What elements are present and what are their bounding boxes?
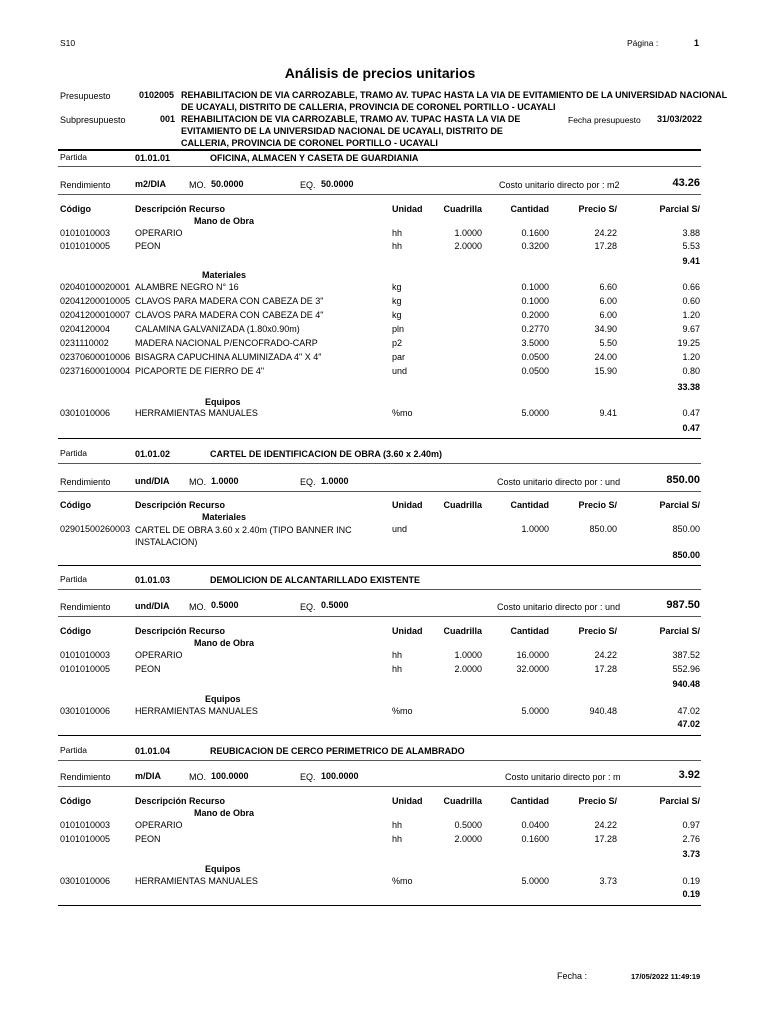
cell-parcial: 552.96 xyxy=(672,664,700,674)
partida-label: Partida xyxy=(60,448,87,458)
col-cuadrilla: Cuadrilla xyxy=(443,796,482,806)
cell-cantidad: 5.0000 xyxy=(521,408,549,418)
cell-precio: 17.28 xyxy=(594,241,617,251)
rendimiento-label: Rendimiento xyxy=(60,180,111,190)
cell-unidad: kg xyxy=(392,310,402,320)
table-row xyxy=(0,310,768,322)
partida-code: 01.01.02 xyxy=(135,449,171,459)
subpresupuesto-code: 001 xyxy=(160,114,176,124)
rendimiento-label: Rendimiento xyxy=(60,772,111,782)
col-codigo: Código xyxy=(60,796,91,806)
cell-precio: 24.22 xyxy=(594,820,617,830)
cell-codigo: 02040100020001 xyxy=(60,282,131,292)
group-equipos: Equipos xyxy=(205,397,241,407)
group-materiales: Materiales xyxy=(202,512,247,522)
subpresupuesto-desc-3: CALLERIA, PROVINCIA DE CORONEL PORTILLO - UCAYALI xyxy=(181,138,438,148)
cell-parcial: 0.19 xyxy=(682,876,700,886)
cell-cantidad: 0.1000 xyxy=(521,296,549,306)
cell-unidad: und xyxy=(392,524,408,534)
presupuesto-label: Presupuesto xyxy=(60,91,111,101)
subtotal-mano-obra: 9.41 xyxy=(682,256,700,266)
costo-value: 3.92 xyxy=(678,769,700,781)
cell-descripcion: MADERA NACIONAL P/ENCOFRADO-CARP xyxy=(135,338,318,348)
table-row xyxy=(0,352,768,364)
column-headers xyxy=(0,500,768,512)
system-code: S10 xyxy=(60,38,76,48)
table-row xyxy=(0,834,768,846)
cell-codigo: 0301010006 xyxy=(60,876,111,886)
cell-cantidad: 32.0000 xyxy=(516,664,549,674)
table-row xyxy=(0,408,768,420)
cell-precio: 6.00 xyxy=(599,310,617,320)
cell-unidad: %mo xyxy=(392,706,413,716)
column-headers xyxy=(0,626,768,638)
table-row xyxy=(0,282,768,294)
cell-descripcion: PICAPORTE DE FIERRO DE 4" xyxy=(135,366,265,376)
cell-parcial: 0.66 xyxy=(682,282,700,292)
eq-label: EQ. xyxy=(300,772,316,782)
col-cantidad: Cantidad xyxy=(510,796,549,806)
cell-cantidad: 1.0000 xyxy=(521,524,549,534)
mo-label: MO. xyxy=(189,180,206,190)
cell-precio: 3.73 xyxy=(599,876,617,886)
footer-fecha: 17/05/2022 11:49:19 xyxy=(631,972,701,981)
costo-value: 850.00 xyxy=(666,474,700,486)
eq-value: 100.0000 xyxy=(321,771,359,781)
cell-cantidad: 5.0000 xyxy=(521,706,549,716)
mo-value: 100.0000 xyxy=(211,771,249,781)
rendimiento-unit: und/DIA xyxy=(135,476,170,486)
cell-descripcion: CALAMINA GALVANIZADA (1.80x0.90m) xyxy=(135,324,300,334)
group-materiales: Materiales xyxy=(202,270,247,280)
col-unidad: Unidad xyxy=(392,204,423,214)
cell-precio: 24.22 xyxy=(594,228,617,238)
costo-value: 43.26 xyxy=(672,177,700,189)
section-divider xyxy=(58,905,701,906)
col-unidad: Unidad xyxy=(392,626,423,636)
cell-cantidad: 0.0400 xyxy=(521,820,549,830)
cell-codigo: 02371600010004 xyxy=(60,366,131,376)
section-divider xyxy=(58,438,701,439)
cell-unidad: p2 xyxy=(392,338,403,348)
eq-value: 0.5000 xyxy=(321,600,349,610)
divider xyxy=(58,194,701,195)
table-row xyxy=(0,366,768,378)
divider xyxy=(58,760,701,761)
cell-parcial: 0.80 xyxy=(682,366,700,376)
cell-parcial: 1.20 xyxy=(682,310,700,320)
presupuesto-desc-1: REHABILITACION DE VIA CARROZABLE, TRAMO AV. TUPAC HASTA LA VIA DE EVITAMIENTO DE LA UNIVERSIDAD NACIONAL xyxy=(181,90,728,100)
mo-label: MO. xyxy=(189,772,206,782)
col-unidad: Unidad xyxy=(392,500,423,510)
cell-precio: 17.28 xyxy=(594,664,617,674)
section-divider xyxy=(58,565,701,566)
cell-precio: 850.00 xyxy=(589,524,617,534)
cell-parcial: 0.97 xyxy=(682,820,700,830)
col-descripcion: Descripción Recurso xyxy=(135,204,226,214)
cell-precio: 17.28 xyxy=(594,834,617,844)
mo-value: 0.5000 xyxy=(211,600,239,610)
cell-unidad: hh xyxy=(392,650,403,660)
cell-cantidad: 0.1000 xyxy=(521,282,549,292)
cell-cantidad: 16.0000 xyxy=(516,650,549,660)
eq-label: EQ. xyxy=(300,602,316,612)
cell-parcial: 9.67 xyxy=(682,324,700,334)
cell-codigo: 0101010003 xyxy=(60,820,111,830)
cell-precio: 940.48 xyxy=(589,706,617,716)
rendimiento-unit: m2/DIA xyxy=(135,179,167,189)
costo-label: Costo unitario directo por : m xyxy=(505,772,621,782)
cell-cantidad: 3.5000 xyxy=(521,338,549,348)
cell-codigo: 02041200010007 xyxy=(60,310,131,320)
subpresupuesto-label: Subpresupuesto xyxy=(60,115,126,125)
partida-label: Partida xyxy=(60,574,87,584)
cell-parcial: 19.25 xyxy=(677,338,700,348)
cell-unidad: %mo xyxy=(392,408,413,418)
cell-cantidad: 0.1600 xyxy=(521,228,549,238)
eq-value: 1.0000 xyxy=(321,476,349,486)
partida-code: 01.01.01 xyxy=(135,153,171,163)
col-codigo: Código xyxy=(60,500,91,510)
cell-unidad: hh xyxy=(392,241,403,251)
subpresupuesto-desc-2: EVITAMIENTO DE LA UNIVERSIDAD NACIONAL DE UCAYALI, DISTRITO DE xyxy=(181,126,503,136)
subtotal-equipos: 47.02 xyxy=(677,719,700,729)
cell-precio: 5.50 xyxy=(599,338,617,348)
col-cantidad: Cantidad xyxy=(510,500,549,510)
cell-descripcion: PEON xyxy=(135,664,161,674)
group-mano-obra: Mano de Obra xyxy=(194,638,255,648)
cell-cuadrilla: 2.0000 xyxy=(454,241,482,251)
cell-unidad: hh xyxy=(392,228,403,238)
col-cantidad: Cantidad xyxy=(510,204,549,214)
costo-value: 987.50 xyxy=(666,599,700,611)
eq-label: EQ. xyxy=(300,477,316,487)
cell-unidad: pln xyxy=(392,324,405,334)
cell-descripcion: CLAVOS PARA MADERA CON CABEZA DE 3" xyxy=(135,296,324,306)
page-label: Página : xyxy=(627,38,659,48)
cell-precio: 6.00 xyxy=(599,296,617,306)
cell-cuadrilla: 2.0000 xyxy=(454,834,482,844)
partida-label: Partida xyxy=(60,745,87,755)
rendimiento-unit: m/DIA xyxy=(135,771,162,781)
col-descripcion: Descripción Recurso xyxy=(135,626,226,636)
cell-descripcion: OPERARIO xyxy=(135,228,183,238)
subtotal-materiales: 850.00 xyxy=(672,550,700,560)
costo-label: Costo unitario directo por : und xyxy=(497,602,621,612)
cell-cantidad: 0.2770 xyxy=(521,324,549,334)
group-mano-obra: Mano de Obra xyxy=(194,808,255,818)
cell-codigo: 0301010006 xyxy=(60,408,111,418)
cell-unidad: %mo xyxy=(392,876,413,886)
col-precio: Precio S/ xyxy=(578,500,617,510)
cell-codigo: 02370600010006 xyxy=(60,352,131,362)
cell-cantidad: 0.0500 xyxy=(521,366,549,376)
cell-cantidad: 5.0000 xyxy=(521,876,549,886)
column-headers xyxy=(0,796,768,808)
cell-codigo: 02901500260003 xyxy=(60,524,131,534)
table-row xyxy=(0,524,768,548)
costo-label: Costo unitario directo por : m2 xyxy=(499,180,620,190)
subtotal-equipos: 0.47 xyxy=(682,423,700,433)
group-equipos: Equipos xyxy=(205,694,241,704)
header-divider xyxy=(58,149,701,151)
presupuesto-code: 0102005 xyxy=(139,90,175,100)
partida-name: DEMOLICION DE ALCANTARILLADO EXISTENTE xyxy=(210,575,420,585)
cell-unidad: kg xyxy=(392,282,402,292)
col-precio: Precio S/ xyxy=(578,626,617,636)
cell-descripcion: PEON xyxy=(135,241,161,251)
table-row xyxy=(0,876,768,888)
col-parcial: Parcial S/ xyxy=(659,626,700,636)
cell-parcial: 850.00 xyxy=(672,524,700,534)
subtotal-equipos: 0.19 xyxy=(682,889,700,899)
col-cuadrilla: Cuadrilla xyxy=(443,500,482,510)
cell-precio: 24.00 xyxy=(594,352,617,362)
cell-parcial: 0.60 xyxy=(682,296,700,306)
cell-cuadrilla: 2.0000 xyxy=(454,664,482,674)
cell-descripcion: ALAMBRE NEGRO N° 16 xyxy=(135,282,239,292)
col-parcial: Parcial S/ xyxy=(659,796,700,806)
partida-code: 01.01.03 xyxy=(135,575,171,585)
cell-parcial: 1.20 xyxy=(682,352,700,362)
cell-precio: 15.90 xyxy=(594,366,617,376)
mo-label: MO. xyxy=(189,602,206,612)
costo-label: Costo unitario directo por : und xyxy=(497,477,621,487)
divider xyxy=(58,786,701,787)
col-cantidad: Cantidad xyxy=(510,626,549,636)
cell-cuadrilla: 1.0000 xyxy=(454,650,482,660)
eq-label: EQ. xyxy=(300,180,316,190)
divider xyxy=(58,491,701,492)
subtotal-mano-obra: 3.73 xyxy=(682,849,700,859)
cell-cantidad: 0.2000 xyxy=(521,310,549,320)
cell-unidad: par xyxy=(392,352,406,362)
col-parcial: Parcial S/ xyxy=(659,500,700,510)
cell-cantidad: 0.0500 xyxy=(521,352,549,362)
cell-precio: 34.90 xyxy=(594,324,617,334)
col-codigo: Código xyxy=(60,626,91,636)
rendimiento-label: Rendimiento xyxy=(60,602,111,612)
partida-label: Partida xyxy=(60,152,87,162)
cell-descripcion: PEON xyxy=(135,834,161,844)
presupuesto-desc-2: DE UCAYALI, DISTRITO DE CALLERIA, PROVINCIA DE CORONEL PORTILLO - UCAYALI xyxy=(181,102,556,112)
cell-precio: 6.60 xyxy=(599,282,617,292)
col-cuadrilla: Cuadrilla xyxy=(443,626,482,636)
cell-parcial: 47.02 xyxy=(677,706,700,716)
partida-name: OFICINA, ALMACEN Y CASETA DE GUARDIANIA xyxy=(210,153,419,163)
table-row xyxy=(0,706,768,718)
mo-value: 1.0000 xyxy=(211,476,239,486)
cell-descripcion: HERRAMIENTAS MANUALES xyxy=(135,706,258,716)
col-codigo: Código xyxy=(60,204,91,214)
fecha-presupuesto-label: Fecha presupuesto xyxy=(568,115,641,125)
table-row xyxy=(0,296,768,308)
col-parcial: Parcial S/ xyxy=(659,204,700,214)
cell-descripcion: OPERARIO xyxy=(135,820,183,830)
cell-codigo: 0204120004 xyxy=(60,324,111,334)
cell-descripcion: HERRAMIENTAS MANUALES xyxy=(135,876,258,886)
subtotal-materiales: 33.38 xyxy=(677,382,700,392)
cell-parcial: 0.47 xyxy=(682,408,700,418)
table-row xyxy=(0,650,768,662)
cell-unidad: hh xyxy=(392,834,403,844)
cell-codigo: 0101010003 xyxy=(60,650,111,660)
cell-codigo: 0101010003 xyxy=(60,228,111,238)
cell-descripcion: OPERARIO xyxy=(135,650,183,660)
cell-descripcion: BISAGRA CAPUCHINA ALUMINIZADA 4" X 4" xyxy=(135,352,322,362)
cell-unidad: kg xyxy=(392,296,402,306)
cell-descripcion: HERRAMIENTAS MANUALES xyxy=(135,408,258,418)
col-precio: Precio S/ xyxy=(578,204,617,214)
col-descripcion: Descripción Recurso xyxy=(135,796,226,806)
partida-name: REUBICACION DE CERCO PERIMETRICO DE ALAMBRADO xyxy=(210,746,465,756)
col-cuadrilla: Cuadrilla xyxy=(443,204,482,214)
group-mano-obra: Mano de Obra xyxy=(194,216,255,226)
table-row xyxy=(0,241,768,253)
mo-value: 50.0000 xyxy=(211,179,244,189)
cell-descripcion: CLAVOS PARA MADERA CON CABEZA DE 4" xyxy=(135,310,324,320)
page-title: Análisis de precios unitarios xyxy=(284,65,476,81)
eq-value: 50.0000 xyxy=(321,179,354,189)
cell-codigo: 0101010005 xyxy=(60,834,111,844)
group-equipos: Equipos xyxy=(205,864,241,874)
cell-unidad: und xyxy=(392,366,408,376)
cell-descripcion: CARTEL DE OBRA 3.60 x 2.40m (TIPO BANNER INC INSTALACION) xyxy=(135,525,352,547)
col-precio: Precio S/ xyxy=(578,796,617,806)
partida-name: CARTEL DE IDENTIFICACION DE OBRA (3.60 x 2.40m) xyxy=(210,449,443,459)
cell-codigo: 02041200010005 xyxy=(60,296,131,306)
cell-cuadrilla: 0.5000 xyxy=(454,820,482,830)
cell-unidad: hh xyxy=(392,664,403,674)
page-number: 1 xyxy=(694,38,700,48)
partida-code: 01.01.04 xyxy=(135,746,171,756)
col-unidad: Unidad xyxy=(392,796,423,806)
col-descripcion: Descripción Recurso xyxy=(135,500,226,510)
table-row xyxy=(0,820,768,832)
cell-cuadrilla: 1.0000 xyxy=(454,228,482,238)
divider xyxy=(58,589,701,590)
cell-precio: 9.41 xyxy=(599,408,617,418)
rendimiento-label: Rendimiento xyxy=(60,477,111,487)
cell-parcial: 387.52 xyxy=(672,650,700,660)
divider xyxy=(58,463,701,464)
column-headers xyxy=(0,204,768,216)
cell-parcial: 2.76 xyxy=(682,834,700,844)
cell-codigo: 0231110002 xyxy=(60,338,109,348)
cell-codigo: 0101010005 xyxy=(60,664,111,674)
subpresupuesto-desc-1: REHABILITACION DE VIA CARROZABLE, TRAMO AV. TUPAC HASTA LA VIA DE xyxy=(181,114,521,124)
table-row xyxy=(0,664,768,676)
mo-label: MO. xyxy=(189,477,206,487)
divider xyxy=(58,616,701,617)
table-row xyxy=(0,338,768,350)
cell-cantidad: 0.3200 xyxy=(521,241,549,251)
cell-unidad: hh xyxy=(392,820,403,830)
table-row xyxy=(0,228,768,240)
cell-codigo: 0301010006 xyxy=(60,706,111,716)
cell-parcial: 5.53 xyxy=(682,241,700,251)
cell-parcial: 3.88 xyxy=(682,228,700,238)
subtotal-mano-obra: 940.48 xyxy=(672,679,700,689)
cell-precio: 24.22 xyxy=(594,650,617,660)
divider xyxy=(58,166,701,167)
section-divider xyxy=(58,735,701,736)
cell-codigo: 0101010005 xyxy=(60,241,111,251)
table-row xyxy=(0,324,768,336)
footer-fecha-label: Fecha : xyxy=(557,971,588,981)
cell-cantidad: 0.1600 xyxy=(521,834,549,844)
rendimiento-unit: und/DIA xyxy=(135,601,170,611)
fecha-presupuesto: 31/03/2022 xyxy=(657,114,703,124)
